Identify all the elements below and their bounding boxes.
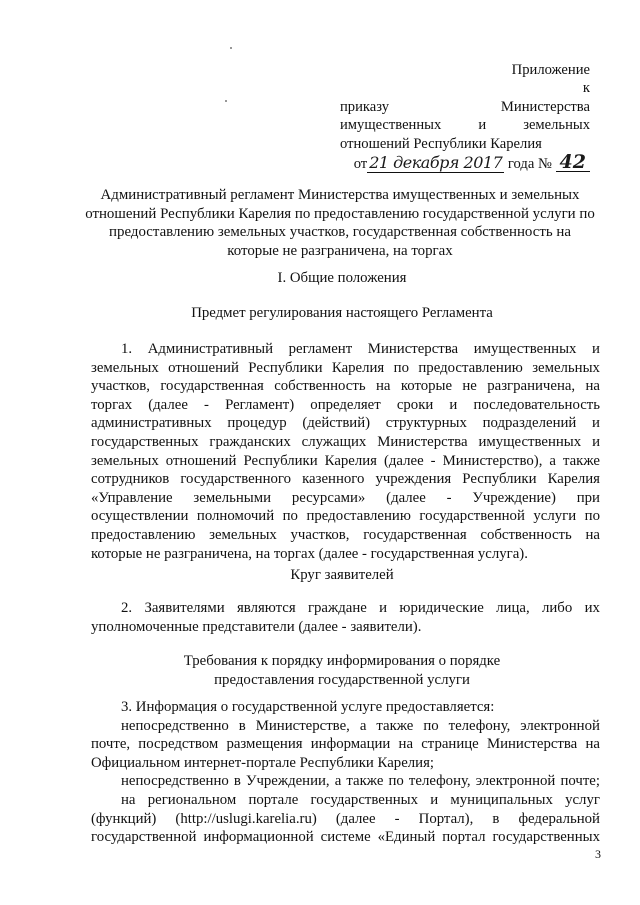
appendix-title: Приложение [511, 62, 590, 78]
text-line: торгах (далее - Регламент) определяет сроки и последовательность [91, 396, 600, 413]
text-line: непосредственно в Министерстве, а также по телефону, электронной [121, 717, 600, 734]
text-line: земельных отношений Республики Карелия по предоставлению земельных [91, 359, 600, 376]
text-line: государственных гражданских служащих Министерства имущественных и [91, 433, 600, 450]
paragraph-1 [91, 340, 600, 563]
handwritten-order-number: 42 [556, 153, 590, 172]
text-line: 1. Административный регламент Министерства имущественных и [121, 341, 600, 357]
text-line: сотрудников государственного казенного учреждения Республики Карелия [91, 471, 600, 488]
appendix-line: имущественных и земельных [340, 117, 590, 134]
text-line: уполномоченные представители (далее - заявители). [91, 618, 422, 635]
text-line: (функций) (http://uslugi.karelia.ru) (далее - Портал), в федеральной [91, 810, 600, 827]
text-line: Официальном интернет-портале Республики Карелия; [91, 754, 434, 771]
text-line: участков, государственная собственность на которые не разграничена, на [91, 378, 600, 395]
text-line: на региональном портале государственных и муниципальных услуг [121, 791, 600, 808]
text-line: административных процедур (действий) структурных подразделений и [91, 415, 600, 432]
paragraph-3 [91, 698, 600, 847]
text-line: земельных отношений Республики Карелия (далее - Министерство), а также [91, 452, 600, 469]
text-line: предоставлению земельных участков, государственная собственность на [91, 526, 600, 543]
text-line: 2. Заявителями являются граждане и юридические лица, либо их [121, 600, 600, 616]
text-line: которые не разграничена, на торгах (далее - государственная услуга). [91, 545, 528, 562]
text-line: «Управление земельными ресурсами» (далее - Учреждение) при [91, 489, 600, 506]
appendix-line: отношений Республики Карелия [340, 135, 542, 152]
page-number: 3 [595, 847, 601, 861]
text-line: непосредственно в Учреждении, а также по телефону, электронной почте; [121, 773, 600, 790]
subsection-heading: Требования к порядку информирования о порядке предоставления государственной услуги [183, 653, 501, 688]
handwritten-date: 21 декабря 2017 [369, 153, 503, 173]
scan-speck [225, 100, 227, 102]
text-line: почте, посредством размещения информации на странице Министерства на [91, 736, 600, 753]
text-line: 3. Информация о государственной услуге предоставляется: [121, 699, 495, 715]
paragraph-2 [91, 599, 600, 636]
appendix-line: приказу Министерства [340, 98, 590, 115]
document-title: Административный регламент Министерства имущественных и земельных отношений Республики Карелия по предоставлению государственной услуги по предоставлению земельных участков, государственная собственность на которые не разграничена, на торгах [85, 187, 595, 259]
order-date: от 21 декабря 2017 года № 42 [340, 153, 590, 173]
appendix-block [340, 61, 590, 173]
section-heading: I. Общие положения [277, 270, 407, 286]
scan-speck [230, 47, 232, 49]
text-line: осуществлении полномочий по предоставлению государственной услуги по [91, 508, 600, 525]
appendix-k: к [582, 80, 590, 97]
subsection-heading: Предмет регулирования настоящего Регламента [191, 305, 493, 321]
text-line: государственной информационной системе «Единый портал государственных [91, 829, 600, 846]
subsection-heading: Круг заявителей [290, 567, 394, 583]
